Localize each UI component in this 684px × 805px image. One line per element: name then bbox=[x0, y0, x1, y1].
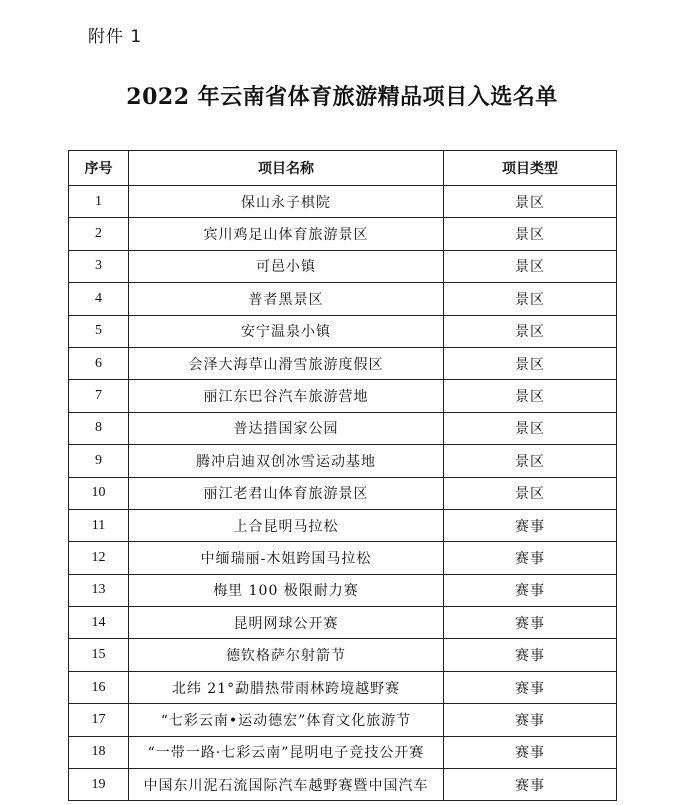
table-header-row bbox=[69, 151, 617, 186]
project-type: 景区 bbox=[444, 186, 617, 218]
project-name: 普者黑景区 bbox=[129, 283, 444, 315]
project-name: 普达措国家公园 bbox=[129, 412, 444, 444]
row-number: 6 bbox=[69, 347, 129, 379]
project-type: 赛事 bbox=[444, 542, 617, 574]
row-number: 12 bbox=[69, 542, 129, 574]
project-name: “七彩云南•运动德宏”体育文化旅游节 bbox=[129, 704, 444, 736]
project-type: 景区 bbox=[444, 250, 617, 282]
table-row bbox=[69, 509, 617, 541]
row-number: 7 bbox=[69, 380, 129, 412]
row-number: 1 bbox=[69, 186, 129, 218]
project-type: 赛事 bbox=[444, 639, 617, 671]
row-number: 19 bbox=[69, 769, 129, 801]
row-number: 4 bbox=[69, 283, 129, 315]
table-row bbox=[69, 736, 617, 768]
project-name: 中缅瑞丽-木姐跨国马拉松 bbox=[129, 542, 444, 574]
row-number: 3 bbox=[69, 250, 129, 282]
table-row bbox=[69, 639, 617, 671]
column-header-name: 项目名称 bbox=[129, 151, 444, 186]
project-name: 保山永子棋院 bbox=[129, 186, 444, 218]
table-row bbox=[69, 347, 617, 379]
row-number: 14 bbox=[69, 607, 129, 639]
project-type: 景区 bbox=[444, 445, 617, 477]
row-number: 8 bbox=[69, 412, 129, 444]
project-name: 梅里 100 极限耐力赛 bbox=[129, 574, 444, 606]
table-row bbox=[69, 380, 617, 412]
project-type: 赛事 bbox=[444, 509, 617, 541]
project-name: 安宁温泉小镇 bbox=[129, 315, 444, 347]
table-row bbox=[69, 412, 617, 444]
table-row bbox=[69, 542, 617, 574]
table-row bbox=[69, 218, 617, 250]
row-number: 11 bbox=[69, 509, 129, 541]
table-row bbox=[69, 607, 617, 639]
project-type: 赛事 bbox=[444, 736, 617, 768]
project-type: 景区 bbox=[444, 218, 617, 250]
project-type: 景区 bbox=[444, 477, 617, 509]
project-name: 德钦格萨尔射箭节 bbox=[129, 639, 444, 671]
project-type: 景区 bbox=[444, 315, 617, 347]
project-table bbox=[68, 150, 617, 801]
project-type: 赛事 bbox=[444, 574, 617, 606]
project-name: 会泽大海草山滑雪旅游度假区 bbox=[129, 347, 444, 379]
page-title: 2022 年云南省体育旅游精品项目入选名单 bbox=[126, 84, 558, 110]
table-row bbox=[69, 250, 617, 282]
project-name: 腾冲启迪双创冰雪运动基地 bbox=[129, 445, 444, 477]
project-name: 丽江老君山体育旅游景区 bbox=[129, 477, 444, 509]
row-number: 2 bbox=[69, 218, 129, 250]
project-type: 赛事 bbox=[444, 704, 617, 736]
row-number: 15 bbox=[69, 639, 129, 671]
table-row bbox=[69, 769, 617, 801]
project-name: 昆明网球公开赛 bbox=[129, 607, 444, 639]
row-number: 9 bbox=[69, 445, 129, 477]
table-row bbox=[69, 574, 617, 606]
table-row bbox=[69, 671, 617, 703]
project-type: 景区 bbox=[444, 412, 617, 444]
project-type: 赛事 bbox=[444, 607, 617, 639]
column-header-type: 项目类型 bbox=[444, 151, 617, 186]
table-row bbox=[69, 445, 617, 477]
project-name: 可邑小镇 bbox=[129, 250, 444, 282]
table-row bbox=[69, 283, 617, 315]
table-row bbox=[69, 477, 617, 509]
project-name: “一带一路·七彩云南”昆明电子竞技公开赛 bbox=[129, 736, 444, 768]
row-number: 17 bbox=[69, 704, 129, 736]
table-row bbox=[69, 186, 617, 218]
column-header-number: 序号 bbox=[69, 151, 129, 186]
project-type: 赛事 bbox=[444, 671, 617, 703]
attachment-label: 附件 1 bbox=[88, 27, 143, 47]
project-name: 宾川鸡足山体育旅游景区 bbox=[129, 218, 444, 250]
table-row bbox=[69, 315, 617, 347]
project-type: 赛事 bbox=[444, 769, 617, 801]
project-type: 景区 bbox=[444, 380, 617, 412]
project-type: 景区 bbox=[444, 283, 617, 315]
row-number: 18 bbox=[69, 736, 129, 768]
project-name: 丽江东巴谷汽车旅游营地 bbox=[129, 380, 444, 412]
project-name: 中国东川泥石流国际汽车越野赛暨中国汽车 bbox=[129, 769, 444, 801]
table-body bbox=[69, 186, 617, 801]
project-name: 北纬 21°勐腊热带雨林跨境越野赛 bbox=[129, 671, 444, 703]
row-number: 16 bbox=[69, 671, 129, 703]
row-number: 10 bbox=[69, 477, 129, 509]
row-number: 5 bbox=[69, 315, 129, 347]
project-type: 景区 bbox=[444, 347, 617, 379]
table-row bbox=[69, 704, 617, 736]
project-name: 上合昆明马拉松 bbox=[129, 509, 444, 541]
row-number: 13 bbox=[69, 574, 129, 606]
